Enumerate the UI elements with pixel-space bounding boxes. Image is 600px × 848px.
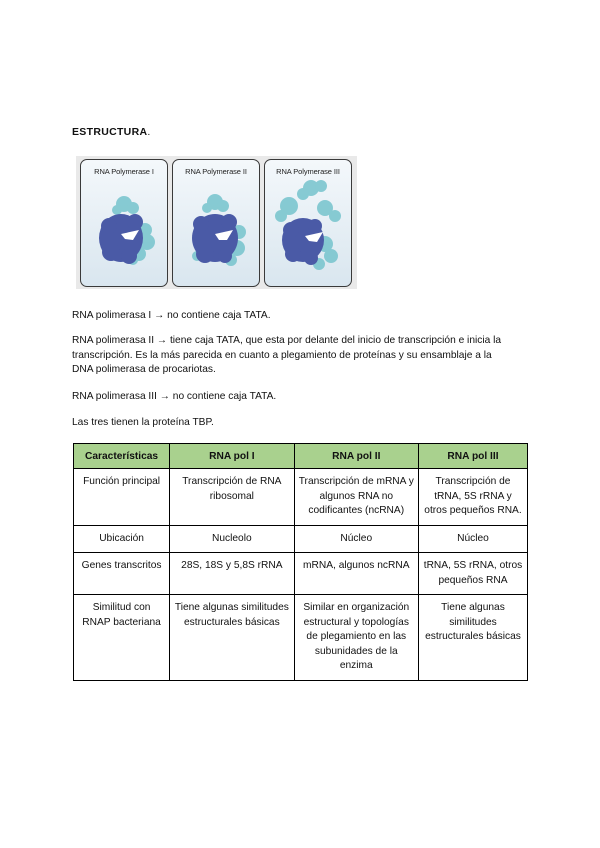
pol-i-structure-icon: [81, 160, 167, 286]
table-row: [74, 553, 528, 595]
table-cell: Tiene algunas similitudes estructurales básicas: [170, 595, 294, 681]
table-cell: Función principal: [74, 469, 170, 526]
table-cell: tRNA, 5S rRNA, otros pequeños RNA: [418, 553, 527, 595]
section-heading: ESTRUCTURA.: [72, 126, 151, 138]
header-pol-i: RNA pol I: [170, 444, 294, 469]
panel-pol-ii: [172, 159, 260, 287]
table-cell: Genes transcritos: [74, 553, 170, 595]
table-row: [74, 525, 528, 553]
header-pol-ii: RNA pol II: [294, 444, 418, 469]
panel-pol-i: [80, 159, 168, 287]
table-cell: Transcripción de mRNA y algunos RNA no codificantes (ncRNA): [294, 469, 418, 526]
table-row: [74, 469, 528, 526]
header-caracteristicas: Características: [74, 444, 170, 469]
panel-title: RNA Polymerase III: [276, 167, 340, 176]
table-cell: mRNA, algunos ncRNA: [294, 553, 418, 595]
comparison-table: [73, 443, 528, 681]
table-cell: Núcleo: [294, 525, 418, 553]
table-cell: Ubicación: [74, 525, 170, 553]
paragraph-pol-iii: RNA polimerasa III → no contiene caja TATA.: [72, 391, 277, 402]
header-pol-iii: RNA pol III: [418, 444, 527, 469]
table-cell: Nucleolo: [170, 525, 294, 553]
panel-title: RNA Polymerase I: [94, 167, 154, 176]
table-cell: Similitud con RNAP bacteriana: [74, 595, 170, 681]
paragraph-pol-i: RNA polimerasa I → no contiene caja TATA.: [72, 310, 271, 321]
table-header-row: [74, 444, 528, 469]
pol-iii-structure-icon: [265, 160, 351, 286]
panel-pol-iii: [264, 159, 352, 287]
table-cell: Transcripción de tRNA, 5S rRNA y otros pequeños RNA.: [418, 469, 527, 526]
rna-polymerase-figure: [76, 156, 357, 289]
table-cell: 28S, 18S y 5,8S rRNA: [170, 553, 294, 595]
pol-ii-structure-icon: [173, 160, 259, 286]
table-cell: Transcripción de RNA ribosomal: [170, 469, 294, 526]
paragraph-pol-ii: RNA polimerasa II → tiene caja TATA, que esta por delante del inicio de transcripción e inicia la transcripción. Es la más parecida en cuanto a plegamiento de proteínas y su ensamblaje a la DNA polimerasa de procariotas.: [72, 335, 502, 375]
panel-title: RNA Polymerase II: [185, 167, 247, 176]
table-cell: Tiene algunas similitudes estructurales básicas: [418, 595, 527, 681]
table-cell: Similar en organización estructural y topologías de plegamiento en las subunidades de la enzima: [294, 595, 418, 681]
paragraph-tbp: Las tres tienen la proteína TBP.: [72, 417, 214, 428]
table-cell: Núcleo: [418, 525, 527, 553]
table-row: [74, 595, 528, 681]
